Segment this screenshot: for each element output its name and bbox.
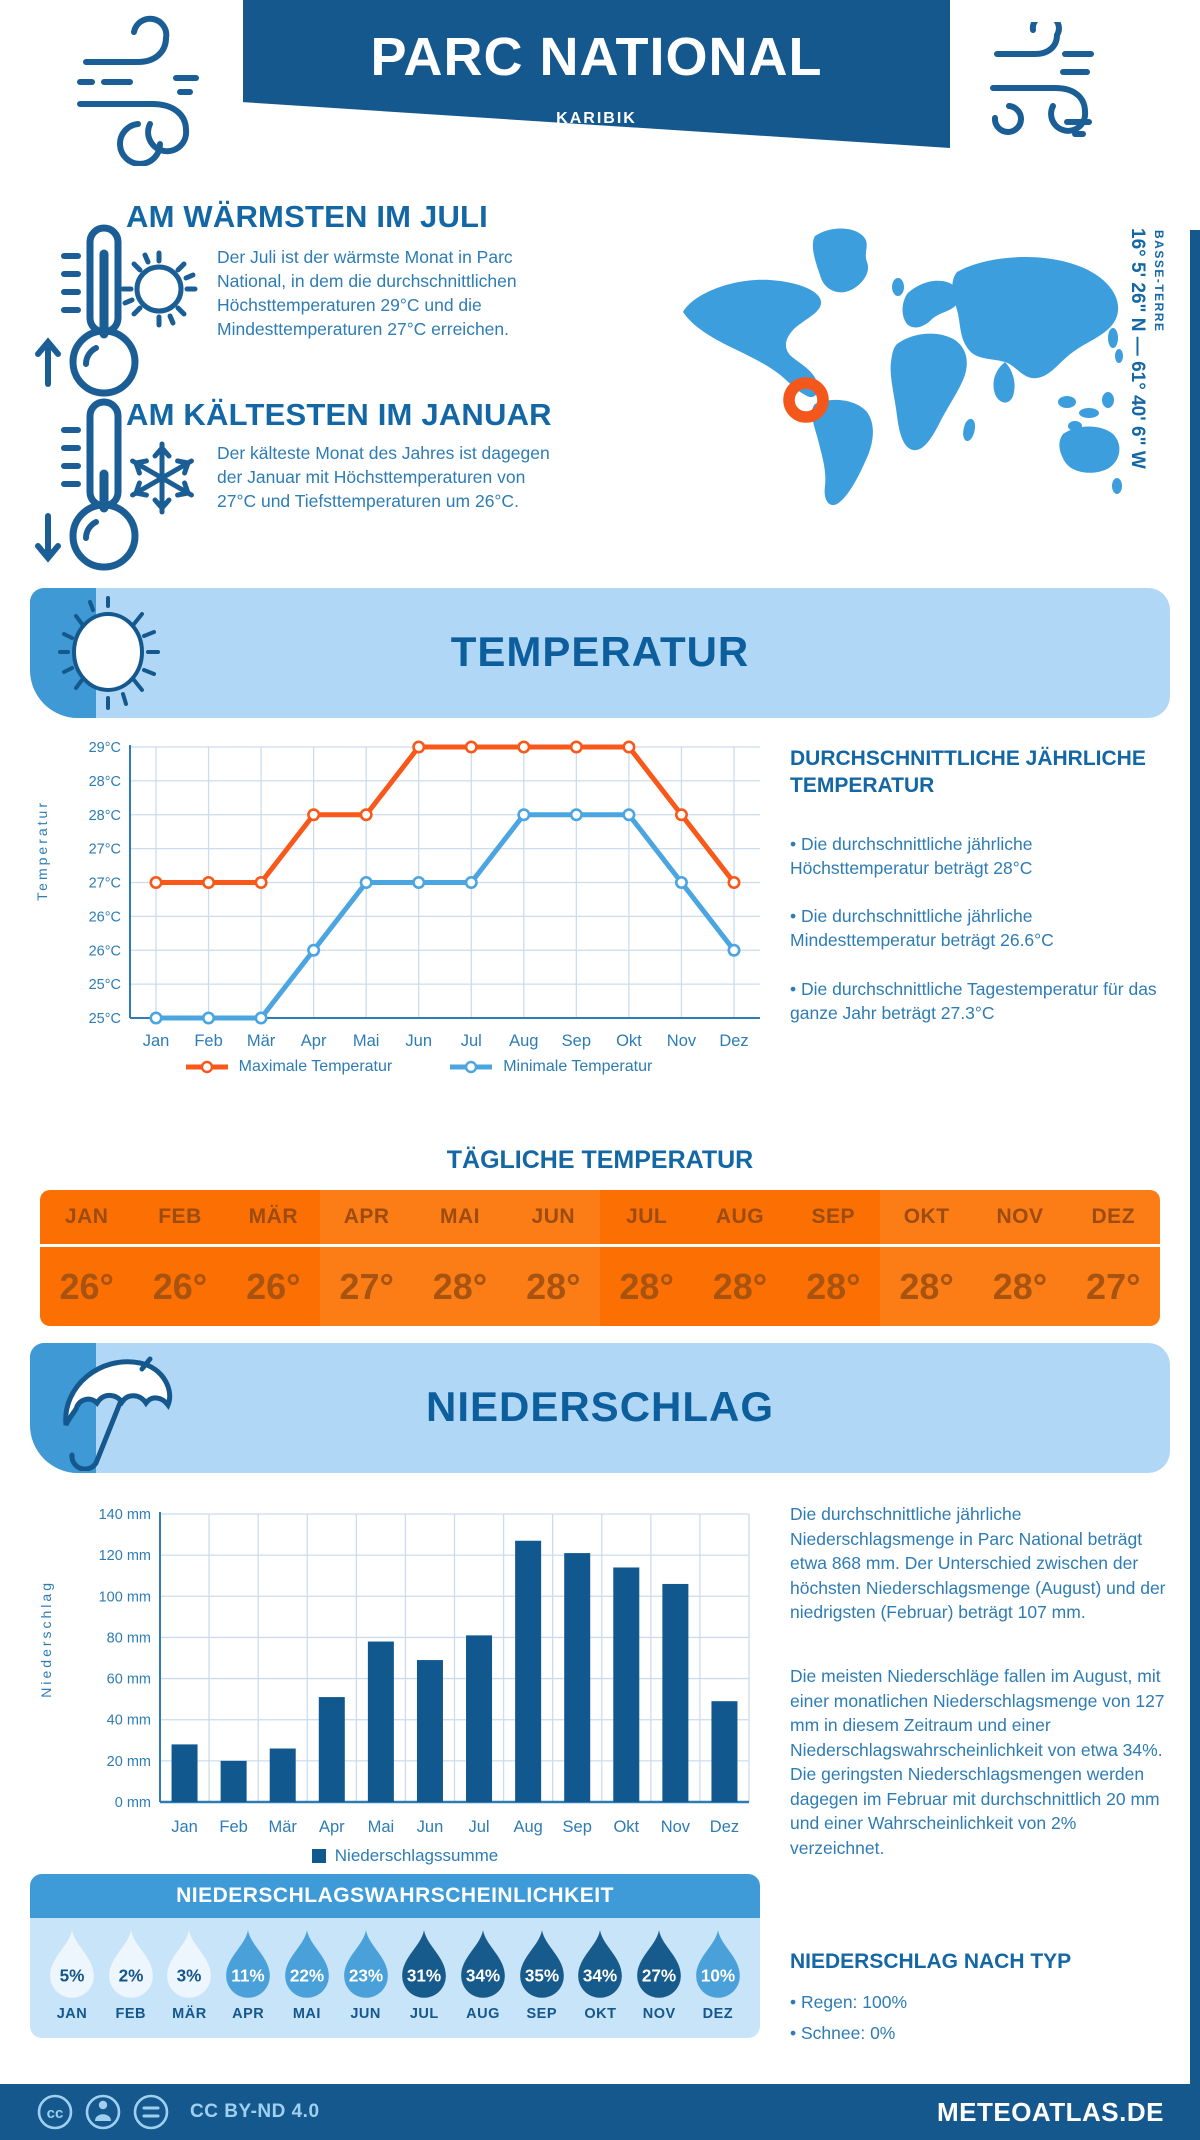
droplet-icon: [105, 1928, 157, 2001]
svg-text:11%: 11%: [231, 1965, 265, 1986]
cc-license-icons: [36, 2092, 176, 2132]
droplet-month: AUG: [466, 2006, 500, 2022]
svg-text:40 mm: 40 mm: [106, 1712, 151, 1729]
table-month-header: FEB: [133, 1190, 226, 1247]
svg-text:Jun: Jun: [405, 1032, 433, 1050]
table-month-header: AUG: [693, 1190, 786, 1247]
droplet: [690, 1928, 746, 2022]
droplet-month: NOV: [642, 2006, 676, 2022]
table-column: [787, 1190, 880, 1326]
droplet-icon: [46, 1928, 98, 2001]
precip-paragraph-1: Die durchschnittliche jährliche Niederschlagsmenge in Parc National beträgt etwa 868 mm. Der Unterschied zwischen der höchsten Niederschlagsmenge (August) und der niedrigsten (Februar) beträgt 107 mm.: [790, 1504, 1166, 1622]
droplet: [631, 1928, 687, 2022]
snowflake-icon: [122, 438, 202, 518]
table-value: 27°: [339, 1265, 394, 1307]
probability-heading: NIEDERSCHLAGSWAHRSCHEINLICHKEIT: [30, 1874, 760, 1918]
droplet-icon: [516, 1928, 568, 2001]
precip-chart-legend: [55, 1846, 755, 1866]
svg-text:34%: 34%: [583, 1965, 618, 1986]
page-title: PARC NATIONAL: [370, 27, 823, 87]
svg-text:Jul: Jul: [460, 1032, 482, 1050]
table-column: [600, 1190, 693, 1326]
droplet-icon: [222, 1928, 274, 2001]
svg-text:Apr: Apr: [300, 1032, 327, 1050]
legend-item: [184, 1058, 393, 1076]
table-column: [1067, 1190, 1160, 1326]
temperature-line-chart: [68, 733, 768, 1058]
place-name: BASSE-TERRE: [1152, 230, 1166, 333]
warm-text: Der Juli ist der wärmste Monat in Parc National, in dem die durchschnittlichen Höchsttemperaturen 29°C und die Mindesttemperaturen 27°C erreichen.: [217, 247, 517, 340]
svg-text:Jun: Jun: [416, 1818, 444, 1836]
svg-text:Apr: Apr: [318, 1818, 345, 1836]
droplet-month: SEP: [526, 2006, 557, 2022]
svg-text:29°C: 29°C: [88, 740, 121, 756]
type-bullet: • Schnee: 0%: [790, 2022, 896, 2043]
temperature-section-title: TEMPERATUR: [450, 628, 750, 675]
svg-text:Okt: Okt: [613, 1818, 640, 1836]
table-month-header: MÄR: [227, 1190, 320, 1247]
table-month-header: OKT: [880, 1190, 973, 1247]
table-value: 28°: [992, 1265, 1048, 1307]
droplet-icon: [398, 1928, 450, 2001]
droplet-icon: [633, 1928, 685, 2001]
location-marker: [789, 383, 823, 417]
svg-text:20 mm: 20 mm: [106, 1753, 151, 1770]
svg-text:Jan: Jan: [171, 1818, 198, 1836]
svg-text:Feb: Feb: [194, 1032, 223, 1050]
temp-chart-ylabel: Temperatur: [34, 800, 50, 901]
temperature-section-banner: [30, 588, 1170, 718]
droplet: [103, 1928, 159, 2022]
svg-text:Sep: Sep: [562, 1818, 592, 1836]
svg-text:Mär: Mär: [268, 1818, 297, 1836]
droplet-month: JUN: [350, 2006, 381, 2022]
svg-text:28°C: 28°C: [88, 773, 121, 790]
droplet: [220, 1928, 276, 2022]
coordinates-block: [1126, 228, 1166, 588]
droplet-month: FEB: [115, 2006, 146, 2022]
annual-bullet: • Die durchschnittliche jährliche Höchsttemperatur beträgt 28°C: [790, 834, 1033, 879]
probability-panel: [30, 1874, 760, 2038]
world-map: [665, 212, 1130, 517]
wind-icon: [985, 22, 1105, 150]
svg-text:28°C: 28°C: [88, 807, 121, 824]
svg-text:Aug: Aug: [513, 1818, 543, 1836]
precip-paragraph-2: Die meisten Niederschläge fallen im August, mit einer monatlichen Niederschlagsmenge von 127 mm in diesem Zeitraum und einer Niederschlagswahrscheinlichkeit von etwa 34%. Die geringsten Niederschlagsmengen werden dagegen im Februar mit durchschnittlich 20 mm und einer Wahrscheinlichkeit von 2% verzeichnet.: [790, 1666, 1165, 1858]
table-value: 26°: [152, 1265, 208, 1307]
svg-text:cc: cc: [46, 2105, 64, 2122]
svg-text:25°C: 25°C: [88, 1011, 121, 1027]
svg-text:140 mm: 140 mm: [98, 1507, 151, 1523]
daily-temperature-table: [40, 1190, 1160, 1326]
type-bullet: • Regen: 100%: [790, 1992, 908, 2012]
table-value: 28°: [899, 1265, 954, 1307]
droplet: [396, 1928, 452, 2022]
sun-banner-icon: [46, 596, 176, 714]
svg-text:120 mm: 120 mm: [98, 1548, 151, 1565]
svg-text:Sep: Sep: [561, 1032, 592, 1050]
sun-icon: [117, 247, 201, 331]
table-value: 28°: [619, 1265, 674, 1307]
coordinates-text: 16° 5' 26" N — 61° 40' 6" W: [1127, 228, 1148, 469]
droplet-month: MÄR: [172, 2006, 207, 2022]
table-column: [973, 1190, 1066, 1326]
svg-text:35%: 35%: [524, 1965, 559, 1986]
droplet: [514, 1928, 570, 2022]
page-subtitle: KARIBIK: [556, 110, 637, 127]
droplet-icon: [281, 1928, 333, 2001]
svg-text:27°C: 27°C: [88, 841, 121, 858]
droplet-month: DEZ: [702, 2006, 734, 2022]
droplet: [161, 1928, 217, 2022]
umbrella-icon: [50, 1349, 175, 1471]
svg-text:Jul: Jul: [468, 1818, 490, 1836]
table-column: [133, 1190, 226, 1326]
svg-text:10%: 10%: [700, 1965, 736, 1986]
svg-text:80 mm: 80 mm: [106, 1630, 151, 1647]
droplet-month: MAI: [292, 2006, 321, 2022]
legend-swatch: [184, 1060, 230, 1074]
svg-text:5%: 5%: [59, 1965, 85, 1986]
droplet-icon: [457, 1928, 509, 2001]
svg-text:Feb: Feb: [219, 1818, 248, 1836]
droplet: [44, 1928, 100, 2022]
table-month-header: JUL: [600, 1190, 693, 1247]
site-link[interactable]: METEOATLAS.DE: [936, 2096, 1164, 2127]
probability-droplets: [30, 1918, 760, 2022]
table-column: [693, 1190, 786, 1326]
svg-text:Nov: Nov: [660, 1818, 691, 1836]
table-column: [880, 1190, 973, 1326]
droplet: [572, 1928, 628, 2022]
table-value: 28°: [432, 1265, 488, 1307]
svg-text:34%: 34%: [465, 1965, 501, 1986]
table-month-header: MAI: [413, 1190, 506, 1247]
table-value: 26°: [246, 1265, 301, 1307]
annual-summary-bullets: [790, 808, 1158, 1025]
svg-text:Aug: Aug: [509, 1032, 539, 1050]
precipitation-bar-chart: [55, 1498, 755, 1848]
table-value: 27°: [1086, 1265, 1141, 1307]
droplet: [338, 1928, 394, 2022]
cold-text: Der kälteste Monat des Jahres ist dagegen der Januar mit Höchsttemperaturen von 27°C und Tiefsttemperaturen um 26°C.: [217, 443, 550, 512]
svg-text:3%: 3%: [177, 1965, 202, 1986]
legend-label: Niederschlagssumme: [334, 1846, 499, 1865]
svg-text:27°C: 27°C: [88, 875, 121, 892]
temp-chart-legend: [68, 1058, 768, 1076]
table-value: 28°: [526, 1265, 581, 1307]
svg-text:Okt: Okt: [616, 1032, 642, 1050]
precip-type-heading: NIEDERSCHLAG NACH TYP: [790, 1950, 1072, 1973]
droplet-icon: [692, 1928, 744, 2001]
annual-bullet: • Die durchschnittliche jährliche Mindesttemperatur beträgt 26.6°C: [790, 906, 1054, 951]
svg-text:Dez: Dez: [719, 1032, 749, 1050]
svg-text:60 mm: 60 mm: [106, 1671, 151, 1688]
droplet-month: APR: [232, 2006, 265, 2022]
svg-text:Nov: Nov: [666, 1032, 697, 1050]
svg-text:2%: 2%: [118, 1965, 144, 1986]
svg-text:23%: 23%: [348, 1965, 383, 1986]
svg-text:0 mm: 0 mm: [114, 1795, 151, 1811]
table-month-header: NOV: [973, 1190, 1066, 1247]
legend-item: [312, 1846, 498, 1866]
svg-text:Dez: Dez: [709, 1818, 740, 1836]
legend-label: Minimale Temperatur: [503, 1058, 653, 1075]
precipitation-section-title: NIEDERSCHLAG: [425, 1383, 775, 1430]
precip-chart-ylabel: Niederschlag: [38, 1580, 54, 1698]
svg-text:100 mm: 100 mm: [98, 1589, 151, 1606]
droplet-month: OKT: [584, 2006, 617, 2022]
table-column: [413, 1190, 506, 1326]
svg-text:25°C: 25°C: [88, 977, 121, 994]
svg-text:22%: 22%: [289, 1965, 325, 1986]
daily-table-heading: TÄGLICHE TEMPERATUR: [446, 1146, 754, 1174]
legend-swatch: [312, 1849, 326, 1863]
table-value: 28°: [806, 1265, 861, 1307]
precip-type-bullets: [790, 1984, 1168, 2045]
table-value: 26°: [59, 1265, 114, 1307]
droplet: [455, 1928, 511, 2022]
svg-text:Mai: Mai: [367, 1818, 395, 1836]
table-column: [40, 1190, 133, 1326]
cold-heading: AM KÄLTESTEN IM JANUAR: [126, 397, 552, 432]
svg-text:Mär: Mär: [246, 1032, 276, 1050]
precipitation-section-banner: [30, 1343, 1170, 1473]
table-month-header: DEZ: [1067, 1190, 1160, 1247]
table-month-header: JUN: [507, 1190, 600, 1247]
table-month-header: JAN: [40, 1190, 133, 1247]
svg-text:31%: 31%: [407, 1965, 442, 1986]
table-column: [507, 1190, 600, 1326]
license-text: CC BY-ND 4.0: [190, 2101, 320, 2122]
table-month-header: APR: [320, 1190, 413, 1247]
droplet-month: JAN: [56, 2006, 88, 2022]
wind-icon: [72, 14, 214, 166]
annual-bullet: • Die durchschnittliche Tagestemperatur für das ganze Jahr beträgt 27.3°C: [790, 978, 1157, 1023]
droplet-icon: [163, 1928, 215, 2001]
svg-text:Jan: Jan: [142, 1032, 170, 1050]
annual-summary-heading: DURCHSCHNITTLICHE JÄHRLICHE TEMPERATUR: [790, 747, 1146, 798]
legend-label: Maximale Temperatur: [238, 1058, 393, 1075]
svg-text:26°C: 26°C: [88, 943, 121, 960]
legend-swatch: [448, 1060, 494, 1074]
svg-text:26°C: 26°C: [88, 909, 121, 926]
legend-item: [448, 1058, 652, 1076]
warm-heading: AM WÄRMSTEN IM JULI: [126, 199, 488, 234]
droplet-month: JUL: [409, 2006, 439, 2022]
svg-text:Mai: Mai: [352, 1032, 380, 1050]
droplet-icon: [340, 1928, 392, 2001]
droplet: [279, 1928, 335, 2022]
table-value: 28°: [712, 1265, 768, 1307]
table-column: [227, 1190, 320, 1326]
table-column: [320, 1190, 413, 1326]
footer-bar: [0, 2084, 1200, 2140]
table-month-header: SEP: [787, 1190, 880, 1247]
droplet-icon: [574, 1928, 626, 2001]
svg-text:27%: 27%: [642, 1965, 677, 1986]
right-edge-strip: [1190, 230, 1200, 2140]
